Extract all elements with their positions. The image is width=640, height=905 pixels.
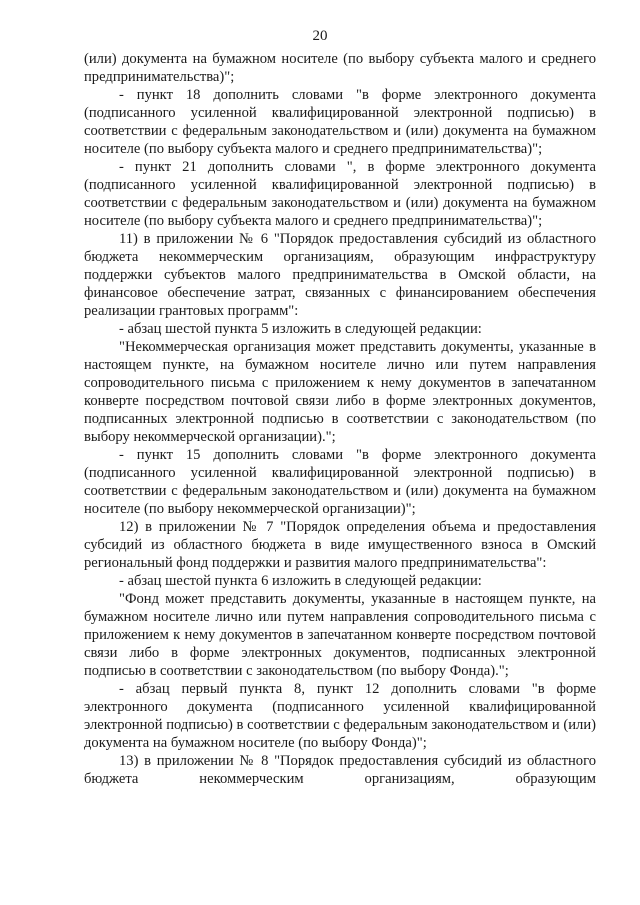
paragraph: - пункт 18 дополнить словами "в форме электронного документа (подписанного усиленной квалифицированной электронной подписью) в соответствии с федеральным законодательством и (или) документа на бумажном носителе (по выбору субъекта малого и среднего предпринимательства)"; bbox=[84, 87, 596, 157]
paragraph: "Некоммерческая организация может представить документы, указанные в настоящем пункте, на бумажном носителе лично или путем направления сопроводительного письма с приложением к нему документов в запечатанном конверте посредством почтовой связи либо в форме электронных документов, подписанных электронной подписью в соответствии с законодательством (по выбору некоммерческой организации)."; bbox=[84, 339, 596, 445]
paragraph: 11) в приложении № 6 "Порядок предоставления субсидий из областного бюджета некоммерческим организациям, образующим инфраструктуру поддержки субъектов малого предпринимательства в Омской области, на финансовое обеспечение затрат, связанных с финансированием обеспечения реализации грантовых программ": bbox=[84, 231, 596, 319]
paragraph: 12) в приложении № 7 "Порядок определения объема и предоставления субсидий из областного бюджета в виде имущественного взноса в Омский региональный фонд поддержки и развития малого предпринимательства": bbox=[84, 519, 596, 571]
paragraph: - пункт 21 дополнить словами ", в форме электронного документа (подписанного усиленной квалифицированной электронной подписью) в соответствии с федеральным законодательством и (или) документа на бумажном носителе (по выбору субъекта малого и среднего предпринимательства)"; bbox=[84, 159, 596, 229]
paragraph: - абзац шестой пункта 6 изложить в следующей редакции: bbox=[119, 573, 482, 589]
page-number: 20 bbox=[312, 28, 328, 44]
paragraph: "Фонд может представить документы, указанные в настоящем пункте, на бумажном носителе лично или путем направления сопроводительного письма с приложением к нему документов в запечатанном конверте посредством почтовой связи либо в форме электронных документов, подписанных электронной подписью в соответствии с законодательством (по выбору Фонда)."; bbox=[84, 591, 596, 679]
document-body bbox=[84, 50, 596, 788]
paragraph: - абзац шестой пункта 5 изложить в следующей редакции: bbox=[119, 321, 482, 337]
paragraph: - пункт 15 дополнить словами "в форме электронного документа (подписанного усиленной квалифицированной электронной подписью) в соответствии с федеральным законодательством и (или) документа на бумажном носителе (по выбору некоммерческой организации)"; bbox=[84, 447, 596, 517]
paragraph: 13) в приложении № 8 "Порядок предоставления субсидий из областного бюджета некоммерческим организациям, образующим bbox=[84, 753, 596, 787]
paragraph: (или) документа на бумажном носителе (по выбору субъекта малого и среднего предпринимательства)"; bbox=[84, 51, 596, 85]
paragraph: - абзац первый пункта 8, пункт 12 дополнить словами "в форме электронного документа (подписанного усиленной квалифицированной электронной подписью) в соответствии с федеральным законодательством и (или) документа на бумажном носителе (по выбору Фонда)"; bbox=[84, 681, 596, 751]
